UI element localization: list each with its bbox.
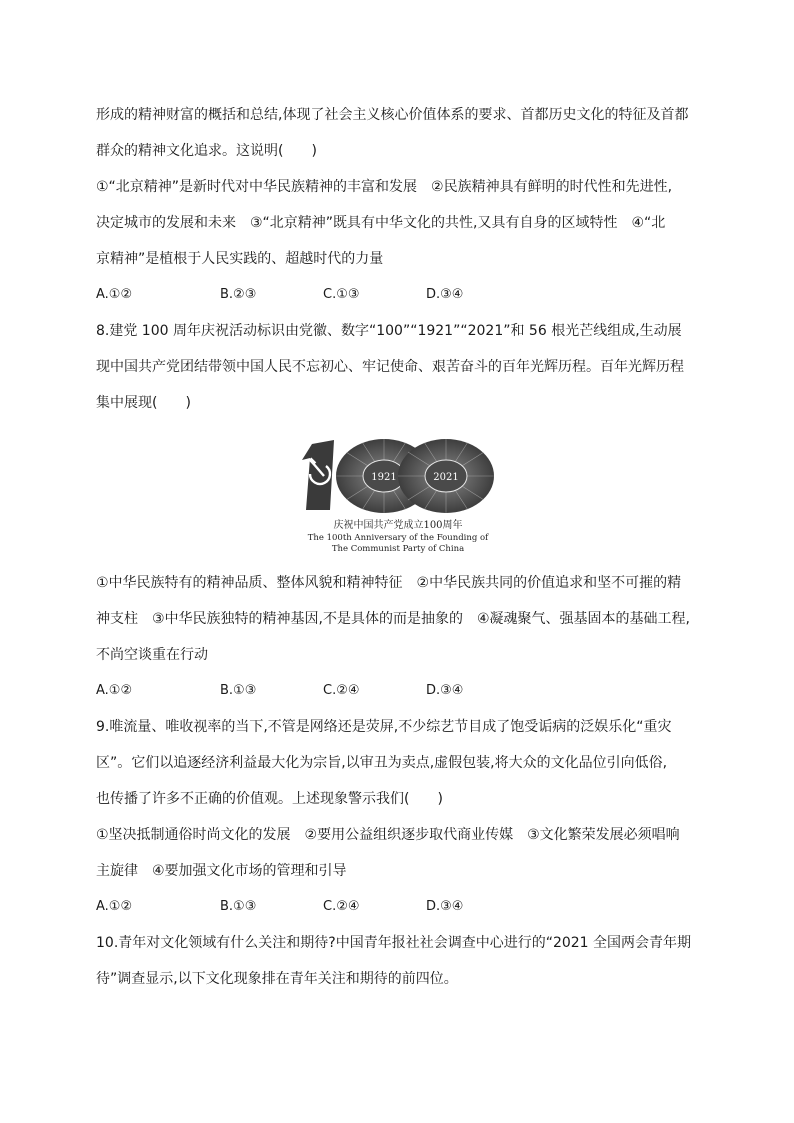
q9-option-c: C.②④ <box>323 899 360 914</box>
logo-caption-en-1: The 100th Anniversary of the Founding of <box>307 533 489 543</box>
q9-choice-line-2: 主旋律 ④要加强文化市场的管理和引导 <box>96 863 347 879</box>
q7-option-d: D.③④ <box>426 287 464 302</box>
q9-line-2: 区”。它们以追逐经济利益最大化为宗旨,以审丑为卖点,虚假包装,将大众的文化品位引向低俗, <box>96 755 668 771</box>
q8-option-d: D.③④ <box>426 683 464 698</box>
q9-option-d: D.③④ <box>426 899 464 914</box>
q8-choice-line-2: 神支柱 ③中华民族独特的精神基因,不是具体的而是抽象的 ④凝魂聚气、强基固本的基础工程, <box>96 611 690 627</box>
q9-option-b: B.①③ <box>220 899 257 914</box>
q10-line-1: 10.青年对文化领域有什么关注和期待?中国青年报社社会调查中心进行的“2021 全国两会青年期 <box>96 935 692 951</box>
q8-option-c: C.②④ <box>323 683 360 698</box>
q9-line-3: 也传播了许多不正确的价值观。上述现象警示我们( ) <box>96 791 443 807</box>
q7-line-4: 决定城市的发展和未来 ③“北京精神”既具有中华文化的共性,又具有自身的区域特性 ④“北 <box>96 215 666 231</box>
q8-option-a: A.①② <box>96 683 133 698</box>
q10-line-2: 待”调查显示,以下文化现象排在青年关注和期待的前四位。 <box>96 971 458 987</box>
centenary-logo-graphic <box>300 436 496 516</box>
logo-caption-en-2: The Communist Party of China <box>331 544 465 554</box>
q9-option-a: A.①② <box>96 899 133 914</box>
q8-line-3: 集中展现( ) <box>96 395 191 411</box>
q8-choice-line-3: 不尚空谈重在行动 <box>96 647 208 663</box>
q7-line-2: 群众的精神文化追求。这说明( ) <box>96 143 317 159</box>
q9-line-1: 9.唯流量、唯收视率的当下,不管是网络还是荧屏,不少综艺节目成了饱受诟病的泛娱乐化“重灾 <box>96 719 672 735</box>
q8-line-2: 现中国共产党团结带领中国人民不忘初心、牢记使命、艰苦奋斗的百年光辉历程。百年光辉历程 <box>96 359 684 375</box>
q7-option-b: B.②③ <box>220 287 257 302</box>
q7-option-c: C.①③ <box>323 287 360 302</box>
q9-choice-line-1: ①坚决抵制通俗时尚文化的发展 ②要用公益组织逐步取代商业传媒 ③文化繁荣发展必须唱响 <box>96 827 680 843</box>
q8-choice-line-1: ①中华民族特有的精神品质、整体风貌和精神特征 ②中华民族共同的价值追求和坚不可摧的精 <box>96 575 682 591</box>
logo-caption-cn: 庆祝中国共产党成立100周年 <box>333 520 463 531</box>
q7-option-a: A.①② <box>96 287 133 302</box>
q8-line-1: 8.建党 100 周年庆祝活动标识由党徽、数字“100”“1921”“2021”和 56 根光芒线组成,生动展 <box>96 323 682 339</box>
year-1921-label: 1921 <box>371 472 397 483</box>
q7-line-1: 形成的精神财富的概括和总结,体现了社会主义核心价值体系的要求、首都历史文化的特征及首都 <box>96 107 689 123</box>
q7-line-3: ①“北京精神”是新时代对中华民族精神的丰富和发展 ②民族精神具有鲜明的时代性和先进性, <box>96 179 673 195</box>
q7-line-5: 京精神”是植根于人民实践的、超越时代的力量 <box>96 251 384 267</box>
year-2021-label: 2021 <box>433 472 459 483</box>
q8-option-b: B.①③ <box>220 683 257 698</box>
